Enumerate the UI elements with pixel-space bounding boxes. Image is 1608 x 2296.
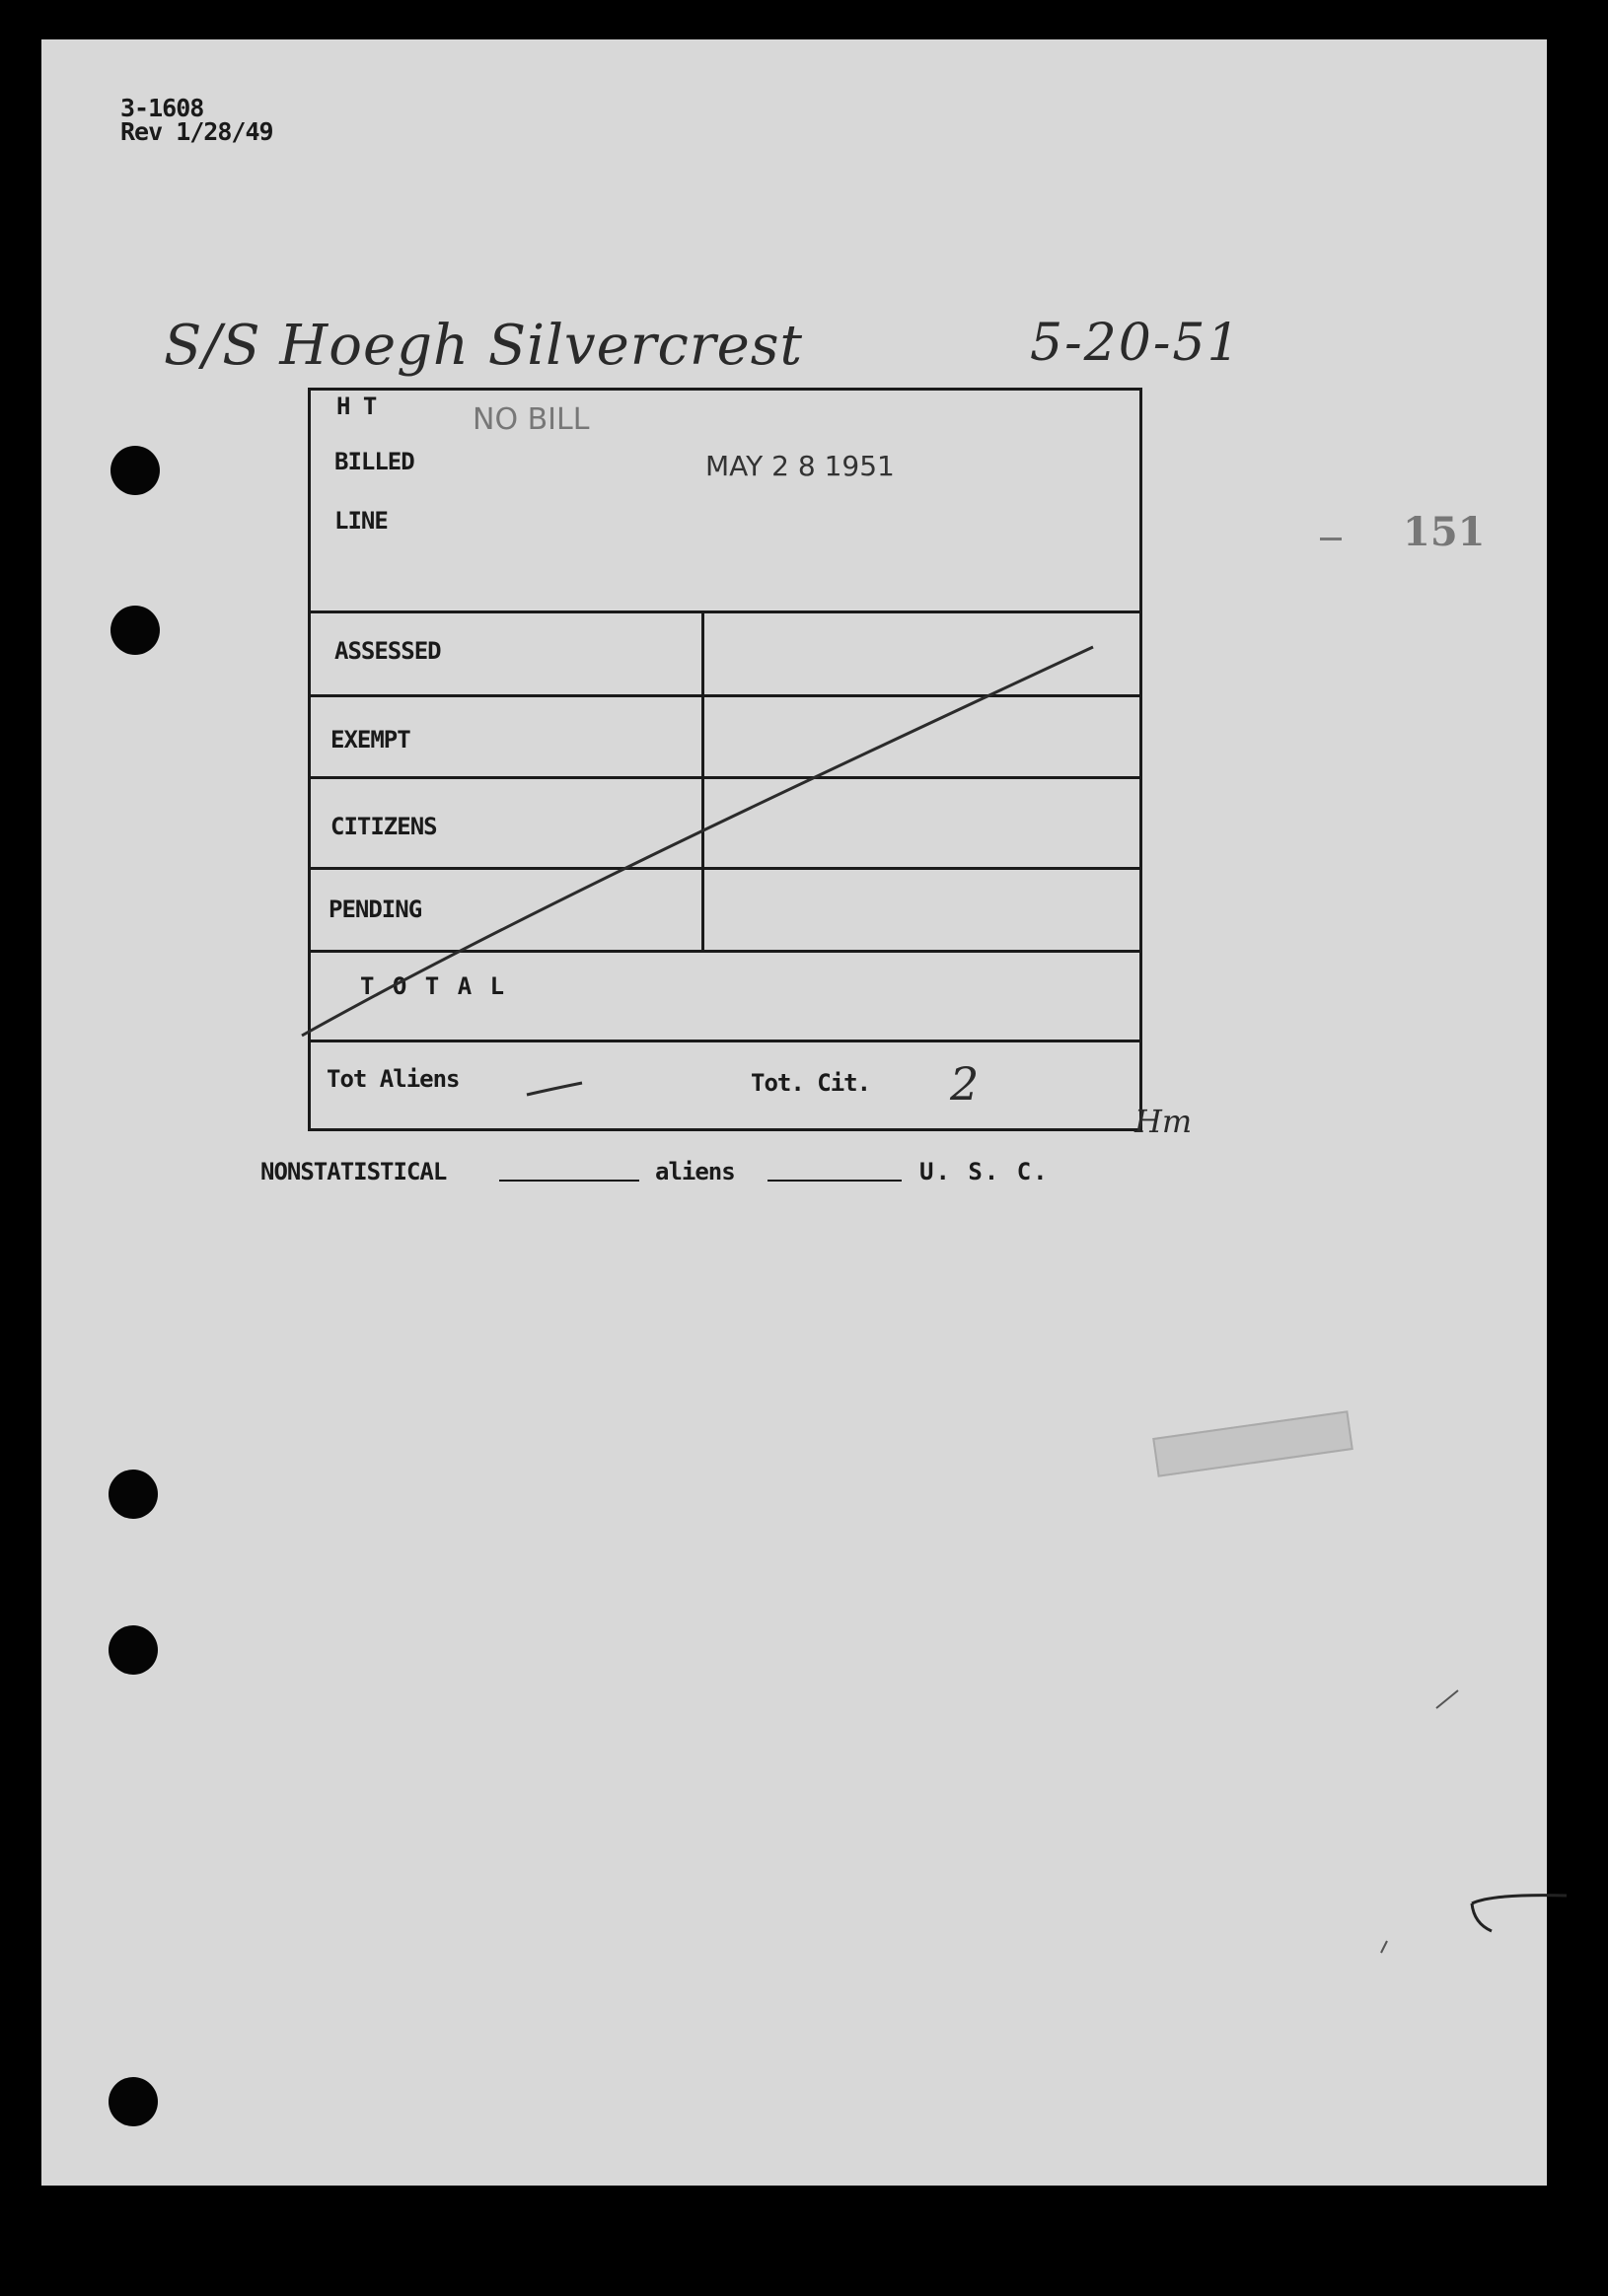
margin-mark-hook	[1472, 1903, 1492, 1931]
diagonal-slash	[302, 647, 1093, 1036]
ship-name: S/S Hoegh Silvercrest	[164, 314, 804, 378]
total-label: T O T A L	[360, 972, 507, 1000]
tot-aliens-label: Tot Aliens	[327, 1065, 460, 1093]
citizens-label: CITIZENS	[330, 813, 437, 840]
aliens-label: aliens	[655, 1158, 735, 1185]
no-bill-stamp: NO BILL	[473, 402, 590, 437]
assessed-label: ASSESSED	[334, 637, 441, 665]
exempt-label: EXEMPT	[330, 726, 410, 753]
stray-mark	[1381, 1941, 1387, 1953]
initials: Hm	[1134, 1103, 1193, 1140]
tot-cit-value: 2	[950, 1057, 980, 1111]
pending-label: PENDING	[329, 896, 422, 923]
margin-mark	[1472, 1896, 1567, 1903]
line-label: LINE	[334, 507, 388, 535]
nonstatistical-label: NONSTATISTICAL	[260, 1158, 447, 1185]
form-number: 3-1608	[120, 94, 204, 122]
tot-aliens-dash	[527, 1083, 582, 1095]
stray-mark	[1436, 1690, 1458, 1708]
page-number: 151	[1403, 509, 1486, 555]
usc-label: U. S. C.	[919, 1158, 1050, 1185]
ht-label: H T	[336, 393, 377, 420]
tot-cit-label: Tot. Cit.	[751, 1069, 871, 1097]
form-revision: Rev 1/28/49	[120, 117, 273, 146]
handwritten-date: 5-20-51	[1030, 314, 1242, 373]
billed-label: BILLED	[334, 448, 414, 475]
billed-date-stamp: MAY 2 8 1951	[705, 450, 895, 482]
